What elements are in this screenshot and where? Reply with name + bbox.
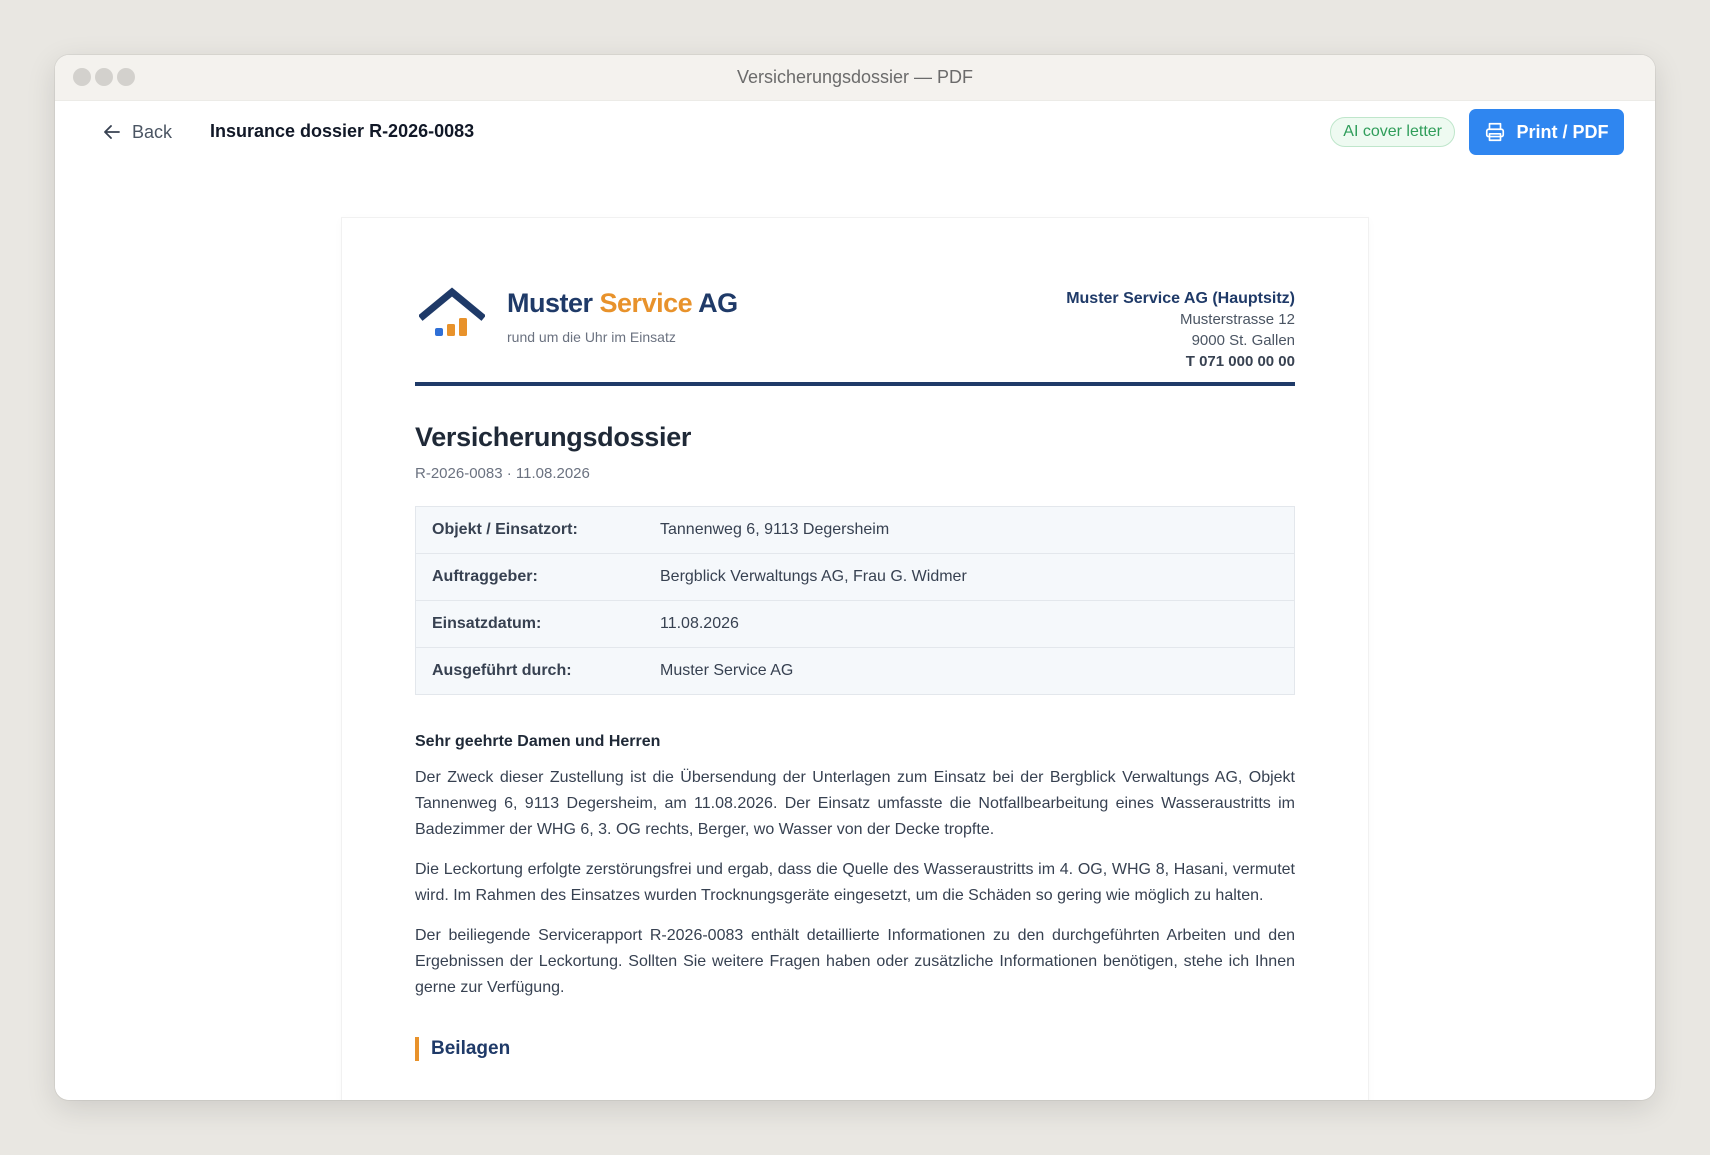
info-key: Ausgeführt durch: [432, 662, 572, 679]
printer-icon [1484, 121, 1506, 143]
company-name: Muster Service AG (Hauptsitz) [1066, 290, 1295, 307]
document-meta: R-2026-0083 · 11.08.2026 [415, 465, 590, 482]
back-button[interactable] [102, 117, 172, 147]
pdf-page-content [415, 218, 1295, 1061]
house-roof-logo-icon [419, 286, 485, 338]
brand-name [507, 288, 738, 319]
info-value: Bergblick Verwaltungs AG, Frau G. Widmer [644, 554, 1295, 601]
arrow-left-icon [102, 122, 122, 142]
app-window [55, 55, 1655, 1100]
salutation: Sehr geehrte Damen und Herren [415, 733, 661, 750]
print-pdf-label: Print / PDF [1516, 121, 1609, 142]
dossier-info-table [415, 506, 1295, 695]
company-street: Musterstrasse 12 [1179, 311, 1295, 328]
table-row [416, 601, 1295, 648]
body-paragraph: Die Leckortung erfolgte zerstörungsfrei und ergab, dass die Quelle des Wasseraustritts im 4. OG, WHG 8, Hasani, vermutet wird. Im Rahmen des Einsatzes wurden Trocknungsgeräte eingesetzt, um die Schäden so gering wie möglich zu halten. [415, 861, 1295, 904]
toolbar [55, 101, 1655, 163]
body-paragraph: Der beiliegende Servicerapport R-2026-0083 enthält detaillierte Informationen zu den durchgeführten Arbeiten und den Ergebnissen der Leckortung. Sollten Sie weitere Fragen haben oder zusätzliche Informationen benötigen, stehe ich Ihnen gerne zur Verfügung. [415, 927, 1295, 996]
info-key: Einsatzdatum: [416, 601, 645, 648]
print-pdf-button[interactable] [1469, 109, 1624, 155]
page-title: Insurance dossier R-2026-0083 [210, 121, 475, 141]
table-row [416, 507, 1295, 554]
title-bar [55, 55, 1655, 101]
info-value: 11.08.2026 [644, 601, 1295, 648]
info-value: Muster Service AG [660, 662, 794, 679]
back-label: Back [132, 121, 173, 142]
brand-part-muster: Muster [507, 288, 593, 318]
brand-tagline: rund um die Uhr im Einsatz [507, 329, 676, 345]
brand-part-service: Service [599, 288, 693, 318]
info-key: Auftraggeber: [416, 554, 645, 601]
document-title: Versicherungsdossier [415, 422, 692, 452]
pdf-page [342, 218, 1368, 1100]
table-row [416, 648, 1295, 695]
letterhead [415, 218, 1295, 386]
document-viewer[interactable] [55, 162, 1655, 1100]
company-city: 9000 St. Gallen [1191, 332, 1295, 349]
brand-part-ag: AG [698, 288, 738, 318]
table-row [416, 554, 1295, 601]
company-phone: T 071 000 00 00 [1185, 353, 1295, 370]
attachments-heading: Beilagen [415, 1037, 1295, 1061]
company-address [1066, 288, 1295, 372]
ai-cover-letter-badge: AI cover letter [1330, 117, 1455, 147]
info-value: Tannenweg 6, 9113 Degersheim [644, 507, 1295, 554]
body-paragraph: Der Zweck dieser Zustellung ist die Übersendung der Unterlagen zum Einsatz bei der Bergblick Verwaltungs AG, Objekt Tannenweg 6, 9113 Degersheim, am 11.08.2026. Der Einsatz umfasste die Notfallbearbeitung eines Wasseraustritts im Badezimmer der WHG 6, 3. OG rechts, Berger, wo Wasser von der Decke tropfte. [415, 769, 1295, 838]
window-title: Versicherungsdossier — PDF [736, 67, 974, 87]
info-key: Objekt / Einsatzort: [416, 507, 645, 554]
